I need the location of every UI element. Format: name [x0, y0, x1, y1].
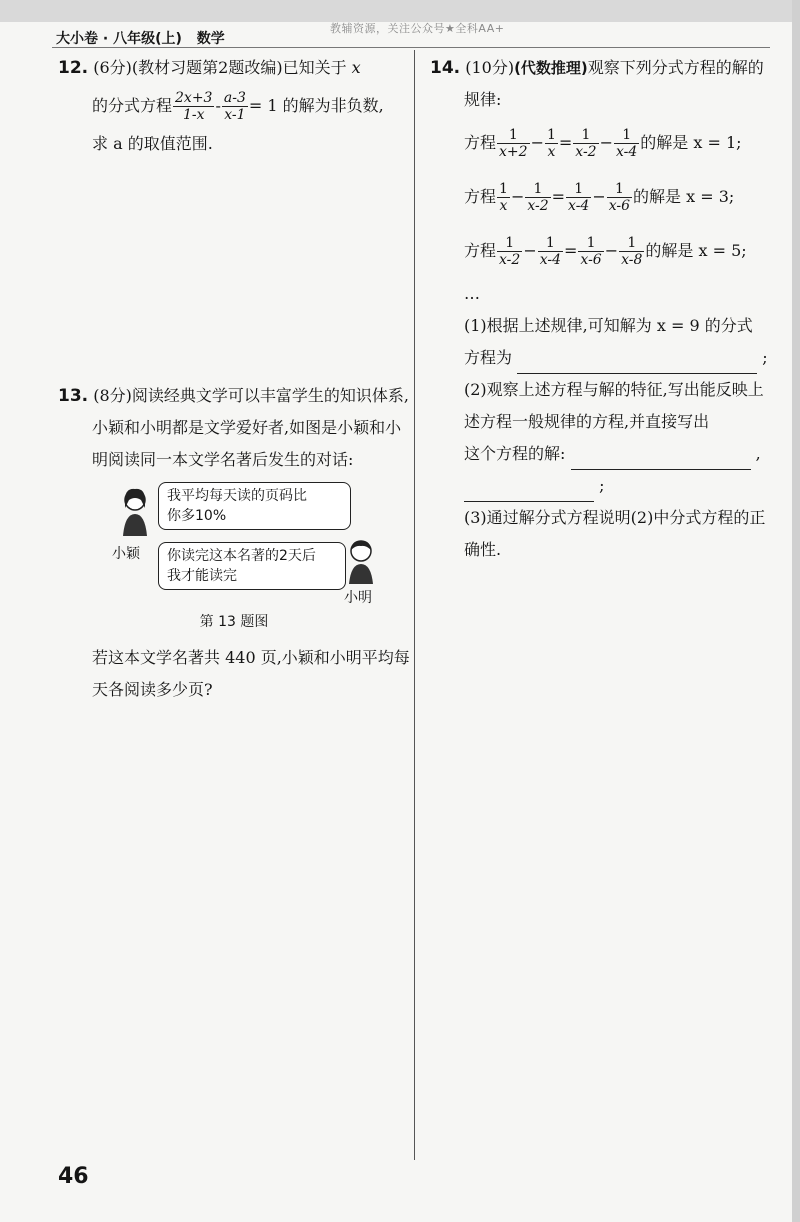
left-column [58, 52, 410, 706]
q14-part1: (1)根据上述规律,可知解为 x = 9 的分式 方程为 ; [464, 310, 775, 374]
question-13 [58, 380, 410, 706]
scan-edge-right [792, 0, 800, 1222]
q14-equation-1: 方程 $\frac{1}{x+2}$ − $\frac{1}{x}$ = $\frac{1}{x-2}$ − $\frac{1}{x-4}$ 的解是 x = 1; [464, 126, 742, 160]
q12-line2-pre: 的分式方程 [92, 96, 173, 115]
column-divider [414, 50, 415, 1160]
q14-equation-3: 方程 $\frac{1}{x-2}$ − $\frac{1}{x-4}$ = $\frac{1}{x-6}$ − $\frac{1}{x-8}$ 的解是 x = 5; [464, 234, 747, 268]
q12-line2-post: = 1 的解为非负数, [248, 96, 384, 115]
q12-intro: 已知关于 [282, 58, 347, 77]
q14-equation-2: 方程 $\frac{1}{x}$ − $\frac{1}{x-2}$ = $\frac{1}{x-4}$ − $\frac{1}{x-6}$ 的解是 x = 3; [464, 180, 735, 214]
q14-part2-equation-blank[interactable] [571, 449, 751, 470]
question-12: 12. (6分)(教材习题第2题改编)已知关于 x 的分式方程 $\frac{2x+3}{1-x}$ - $\frac{a-3}{x-1}$ = 1 的解为非负数, 求 a 的取值范围. [58, 52, 410, 160]
q13-question: 若这本文学名著共 440 页,小颖和小明平均每天各阅读多少页? [92, 648, 410, 699]
watermark: 教辅资源，关注公众号★全科AA+ [330, 22, 505, 35]
q14-part3: (3)通过解分式方程说明(2)中分式方程的正确性. [464, 508, 766, 559]
answer-space-q12 [58, 160, 410, 380]
page-header [56, 28, 235, 48]
q13-text: 阅读经典文学可以丰富学生的知识体系,小颖和小明都是文学爱好者,如图是小颖和小明阅读同一本文学名著后发生的对话: [92, 386, 409, 469]
q12-number: 12. [58, 58, 89, 78]
q12-source: (教材习题第2题改编) [131, 58, 283, 77]
speech-bubble-xiaoying: 我平均每天读的页码比 你多10% [158, 482, 351, 530]
q14-points: (10分) [465, 58, 515, 77]
q14-part1-answer-blank[interactable] [517, 353, 757, 374]
q13-caption: 第 13 题图 [199, 614, 269, 630]
q14-tag: (代数推理) [514, 59, 588, 77]
speech-bubble-xiaoming: 你读完这本名著的2天后 我才能读完 [158, 542, 346, 590]
name-xiaoying: 小颖 [112, 546, 140, 562]
q14-intro: 观察下列分式方程的解的规律: [464, 58, 764, 109]
q14-equations [430, 116, 775, 566]
boy-figure-icon [344, 538, 378, 586]
q14-part2-solution-blank[interactable] [464, 481, 594, 502]
page-number: 46 [58, 1164, 89, 1189]
name-xiaoming: 小明 [344, 590, 372, 606]
q12-fraction-2: $\frac{a-3}{x-1}$ [223, 89, 246, 123]
q13-points: (8分) [93, 386, 132, 405]
q14-ellipsis: … [464, 284, 480, 303]
q12-var: x [351, 58, 361, 77]
header-book: 大小卷 · 八年级(上) [56, 31, 182, 47]
q12-fraction-1: $\frac{2x+3}{1-x}$ [175, 89, 213, 123]
question-14 [430, 52, 775, 566]
q13-figure [58, 482, 410, 606]
header-rule [52, 47, 770, 48]
q14-part2: (2)观察上述方程与解的特征,写出能反映上述方程一般规律的方程,并直接写出 这个方程的解: , ; [464, 374, 775, 502]
q13-number: 13. [58, 386, 89, 406]
q14-number: 14. [430, 58, 461, 78]
right-column [430, 52, 775, 566]
girl-figure-icon [118, 486, 152, 538]
scan-edge-top [0, 0, 800, 22]
q12-line3: 求 a 的取值范围. [92, 134, 213, 153]
header-subject: 数学 [196, 31, 225, 47]
q12-points: (6分) [93, 58, 132, 77]
